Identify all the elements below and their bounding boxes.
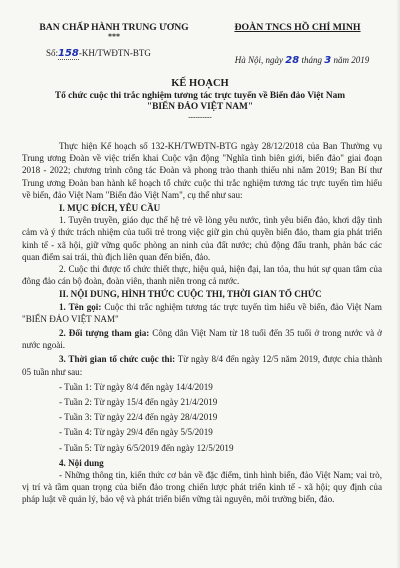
organization-name: ĐOÀN TNCS HỒ CHÍ MINH [234,22,361,33]
document-subject: Tổ chức cuộc thi trắc nghiệm tương tác trực tuyến về Biển đảo Việt Nam [54,91,346,101]
number-prefix: Số: [46,48,59,58]
week-item: - Tuần 1: Từ ngày 8/4 đến ngày 14/4/2019 [59,381,213,392]
section-2-item-4-text: - Những thông tin, kiến thức cơ bản về đặc điểm, tình hình biển, đảo Việt Nam; vai trò, vị trí và tầm quan trọng của biển đảo trong chiến lược phát triển kinh tế - xã hội; quy định của pháp luật về quản lý, bảo vệ và phát triển biển vững tài nguyên, môi trường biển, đảo. [22,470,382,505]
document-date [212,55,392,66]
week-item: - Tuần 2: Từ ngày 15/4 đến ngày 21/4/2019 [59,397,218,408]
contest-name: "BIỂN ĐẢO VIỆT NAM" [146,102,254,112]
document-type: KẾ HOẠCH [171,78,229,89]
handwritten-number: 158 [58,48,79,59]
section-2-item-3 [22,353,382,377]
item-text: Công dân Việt Nam từ 18 tuổi đến 35 tuổi ở trong nước và ở nước ngoài. [22,328,382,351]
issuing-body-header [24,22,204,40]
week-item: - Tuần 5: Từ ngày 6/5/2019 đến ngày 12/5/2019 [59,442,234,453]
document-body [22,140,382,506]
date-month-label: tháng [301,55,322,65]
date-place: Hà Nội, ngày [234,55,284,65]
handwritten-month: 3 [324,55,332,66]
title-separator: ---------- [188,113,212,121]
handwritten-day: 28 [285,55,300,66]
item-label: 2. Đối tượng tham gia: [59,328,150,339]
item-label: 1. Tên gọi: [59,301,102,312]
scan-edge-shadow [396,0,400,568]
section-2-item-4-heading: 4. Nội dung [59,457,104,468]
date-year: năm 2019 [333,55,370,65]
item-label: 3. Thời gian tổ chức cuộc thi: [59,354,176,365]
section-2-item-1 [22,301,382,325]
stars-separator: *** [108,32,120,41]
number-suffix: -KH/TWĐTN-BTG [78,48,151,58]
section-2-heading: II. NỘI DUNG, HÌNH THỨC CUỘC THI, THỜI GIAN TỔ CHỨC [59,289,322,300]
section-2-item-2 [22,327,382,351]
item-text: Từ ngày 8/4 đến ngày 12/5 năm 2019, được chia thành 05 tuần như sau: [22,354,383,377]
section-1-item-2: 2. Cuộc thi được tổ chức thiết thực, hiệu quả, hiện đại, lan tỏa, thu hút sự quan tâm của đông đảo cán bộ đoàn, đoàn viên, thanh niên trong cả nước. [22,264,382,287]
item-text: Cuộc thi trắc nghiệm tương tác trực tuyến tìm hiểu về biển, đảo Việt Nam "BIỂN ĐẢO VIỆT NAM" [22,301,382,324]
document-number [46,48,151,59]
section-1-heading: I. MỤC ĐÍCH, YÊU CẦU [59,203,161,214]
issuing-body-name: BAN CHẤP HÀNH TRUNG ƯƠNG [39,22,189,33]
document-title-block [20,77,380,121]
week-item: - Tuần 3: Từ ngày 22/4 đến ngày 28/4/2019 [59,412,218,423]
section-1-item-1: 1. Tuyên truyền, giáo dục thế hệ trẻ về lòng yêu nước, tình yêu biển đảo, khơi dậy tình cảm và ý thức trách nhiệm của tuổi trẻ trong việc giữ gìn chủ quyền biển đảo, tham gia phát triển kinh tế - xã hội, giữ vững quốc phòng an ninh của đất nước; chủ động đấu tranh, phản bác các quan điểm sai trái, thù địch liên quan đến biển, đảo. [22,215,382,262]
week-item: - Tuần 4: Từ ngày 29/4 đến ngày 5/5/2019 [59,427,213,438]
intro-paragraph: Thực hiện Kế hoạch số 132-KH/TWĐTN-BTG ngày 28/12/2018 của Ban Thường vụ Trung ương Đoàn về việc triển khai Cuộc vận động "Nghĩa tình biên giới, biển đảo" giai đoạn 2018 - 2022; chương trình công tác Đoàn và phong trào thanh thiếu nhi năm 2019; Ban Bí thư Trung ương Đoàn ban hành kế hoạch tổ chức cuộc thi trắc nghiệm tương tác trực tuyến tìm hiểu về biển, đảo Việt Nam "Biển đảo Việt Nam", cụ thể như sau: [22,141,382,200]
